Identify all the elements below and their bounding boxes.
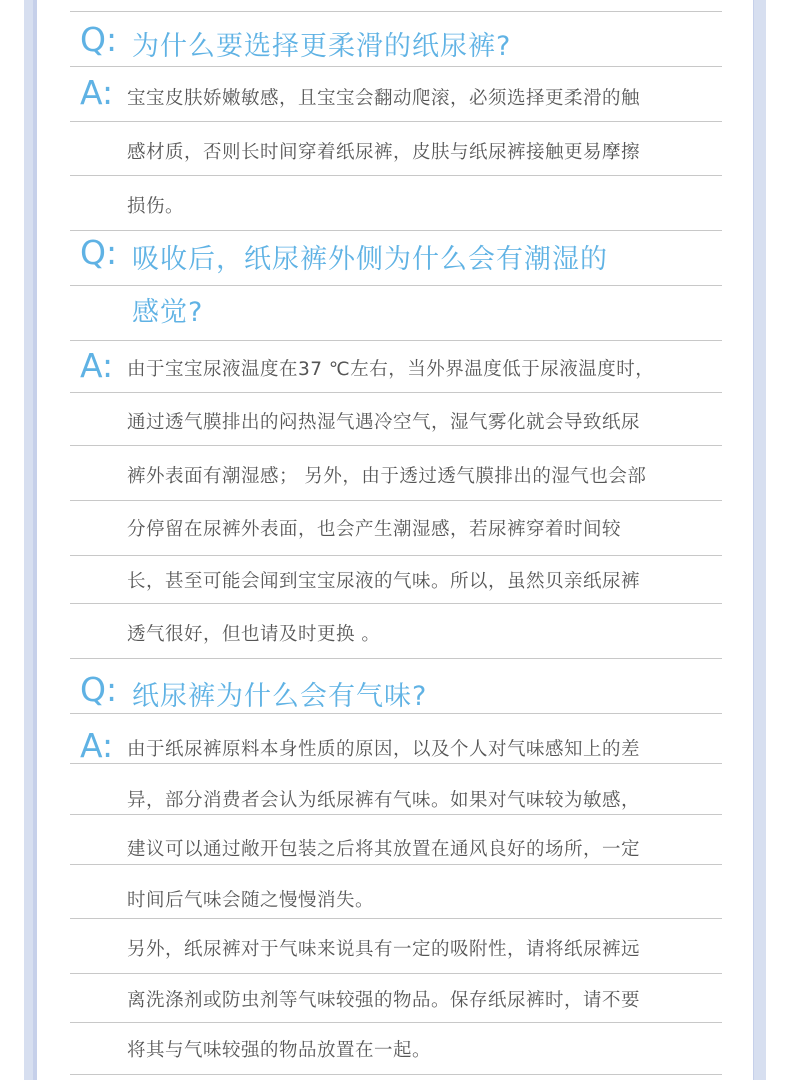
answer-3-line-3: 建议可以通过敞开包装之后将其放置在通风良好的场所，一定 [127, 839, 641, 860]
answer-marker: A: [80, 726, 114, 765]
question-2-line-2: 感觉? [132, 297, 204, 328]
left-border-decoration [33, 0, 37, 1080]
question-marker: Q: [80, 233, 118, 272]
answer-marker: A: [80, 346, 114, 385]
answer-1-line-1: 宝宝皮肤娇嫩敏感，且宝宝会翻动爬滚，必须选择更柔滑的触 [127, 88, 641, 109]
answer-1-line-3: 损伤。 [127, 196, 185, 217]
answer-2-line-6: 透气很好，但也请及时更换 。 [127, 624, 381, 645]
answer-3-line-1: 由于纸尿裤原料本身性质的原因，以及个人对气味感知上的差 [127, 739, 641, 760]
answer-2-line-3: 裤外表面有潮湿感； 另外，由于透过透气膜排出的湿气也会部 [127, 466, 647, 487]
answer-2-line-5: 长，甚至可能会闻到宝宝尿液的气味。所以，虽然贝亲纸尿裤 [127, 571, 641, 592]
question-1-line-1: 为什么要选择更柔滑的纸尿裤? [132, 31, 512, 62]
answer-3-line-6: 离洗涤剂或防虫剂等气味较强的物品。保存纸尿裤时，请不要 [127, 990, 641, 1011]
question-3-line-1: 纸尿裤为什么会有气味? [132, 681, 428, 712]
question-marker: Q: [80, 670, 118, 709]
answer-2-line-2: 通过透气膜排出的闷热湿气遇冷空气，湿气雾化就会导致纸尿 [127, 412, 641, 433]
answer-2-line-4: 分停留在尿裤外表面，也会产生潮湿感，若尿裤穿着时间较 [127, 519, 622, 540]
answer-3-line-7: 将其与气味较强的物品放置在一起。 [127, 1040, 432, 1061]
answer-3-line-5: 另外，纸尿裤对于气味来说具有一定的吸附性，请将纸尿裤远 [127, 939, 641, 960]
answer-3-line-2: 异，部分消费者会认为纸尿裤有气味。如果对气味较为敏感， [127, 790, 641, 811]
answer-3-line-4: 时间后气味会随之慢慢消失。 [127, 890, 375, 911]
answer-2-line-1: 由于宝宝尿液温度在37 ℃左右，当外界温度低于尿液温度时， [127, 359, 655, 380]
right-border-decoration [753, 0, 757, 1080]
question-2-line-1: 吸收后，纸尿裤外侧为什么会有潮湿的 [132, 244, 608, 275]
answer-marker: A: [80, 73, 114, 112]
question-marker: Q: [80, 20, 118, 59]
answer-1-line-2: 感材质，否则长时间穿着纸尿裤，皮肤与纸尿裤接触更易摩擦 [127, 142, 641, 163]
rule-line [70, 0, 722, 12]
